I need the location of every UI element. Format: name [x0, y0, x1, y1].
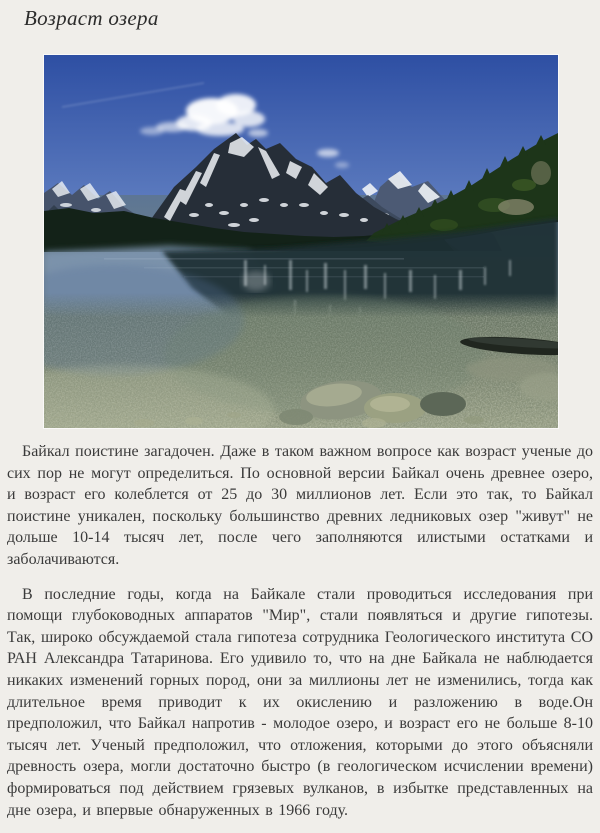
lake-photo-image — [44, 55, 558, 428]
article-body — [7, 441, 593, 821]
paragraph-2: В последние годы, когда на Байкале стали проводиться исследования при помощи глубоководных аппаратов "Мир", стали появляться и другие гипотезы. Так, широко обсуждаемой стала гипотеза сотрудника Геологического института СО РАН Александра Татаринова. Его удивило то, что на дне Байкала не наблюдается никаких изменений горных пород, они за миллионы лет не изменились, тогда как длительное время приводит к их окислению и разложению в воде.Он предположил, что Байкал напротив - молодое озеро, и возраст его не больше 8-10 тысяч лет. Ученый предположил, что отложения, которыми до этого объясняли древность озера, могли достаточно быстро (в геологическом исчислении времени) формироваться под действием грязевых вулканов, в избытке представленных на дне озера, и впервые обнаруженных в 1966 году. — [7, 585, 593, 819]
lake-photo — [44, 55, 558, 428]
page-title: Возраст озера — [24, 6, 159, 30]
paragraph-1: Байкал поистине загадочен. Даже в таком важном вопросе как возраст ученые до сих пор не могут определиться. По основной версии Байкал очень древнее озеро, и возраст его колеблется от 25 до 30 миллионов лет. Если это так, то Байкал поистине уникален, поскольку большинство древних ледниковых озер "живут" не дольше 10-14 тысяч лет, после чего заполняются илистыми остатками и заболачиваются. — [7, 443, 593, 568]
